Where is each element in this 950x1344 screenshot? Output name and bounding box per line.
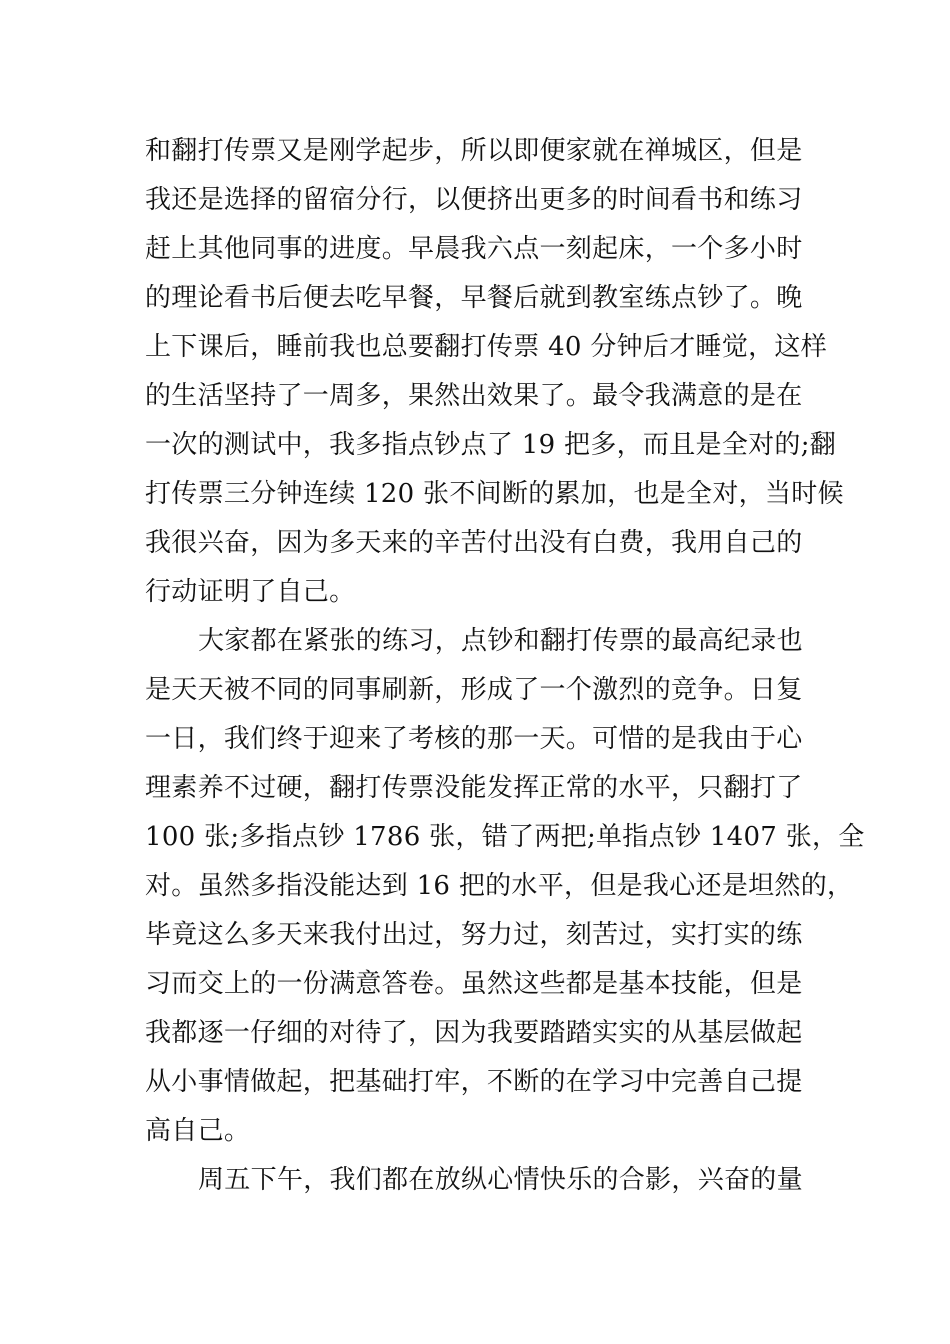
text-line: 上下课后，睡前我也总要翻打传票 40 分钟后才睡觉，这样 (145, 332, 828, 362)
text-line: 一日，我们终于迎来了考核的那一天。可惜的是我由于心 (145, 724, 803, 754)
text-line: 大家都在紧张的练习，点钞和翻打传票的最高纪录也 (198, 626, 803, 656)
text-line: 的理论看书后便去吃早餐，早餐后就到教室练点钞了。晚 (145, 283, 803, 313)
text-line: 习而交上的一份满意答卷。虽然这些都是基本技能，但是 (145, 969, 803, 999)
text-line: 我还是选择的留宿分行，以便挤出更多的时间看书和练习 (145, 185, 803, 215)
body-text (145, 127, 865, 1205)
text-line: 对。虽然多指没能达到 16 把的水平，但是我心还是坦然的， (145, 871, 854, 901)
text-line: 100 张;多指点钞 1786 张，错了两把;单指点钞 1407 张，全 (145, 822, 865, 852)
text-line: 周五下午，我们都在放纵心情快乐的合影，兴奋的量 (198, 1165, 803, 1195)
text-line: 的生活坚持了一周多，果然出效果了。最令我满意的是在 (145, 381, 803, 411)
text-line: 从小事情做起，把基础打牢，不断的在学习中完善自己提 (145, 1067, 803, 1097)
text-line: 毕竟这么多天来我付出过，努力过，刻苦过，实打实的练 (145, 920, 803, 950)
paragraph-3 (145, 1156, 815, 1205)
text-line: 我很兴奋，因为多天来的辛苦付出没有白费，我用自己的 (145, 528, 803, 558)
text-line: 高自己。 (145, 1116, 251, 1146)
text-line: 一次的测试中，我多指点钞点了 19 把多，而且是全对的;翻 (145, 430, 837, 460)
text-line: 行动证明了自己。 (145, 577, 356, 607)
text-line: 打传票三分钟连续 120 张不间断的累加，也是全对，当时候 (145, 479, 844, 509)
paragraph-2 (145, 617, 865, 1156)
text-line: 我都逐一仔细的对待了，因为我要踏踏实实的从基层做起 (145, 1018, 803, 1048)
paragraph-1 (145, 127, 844, 617)
text-line: 理素养不过硬，翻打传票没能发挥正常的水平，只翻打了 (145, 773, 803, 803)
text-line: 是天天被不同的同事刷新，形成了一个激烈的竞争。日复 (145, 675, 803, 705)
text-line: 和翻打传票又是刚学起步，所以即便家就在禅城区，但是 (145, 136, 803, 166)
text-line: 赶上其他同事的进度。早晨我六点一刻起床，一个多小时 (145, 234, 803, 264)
